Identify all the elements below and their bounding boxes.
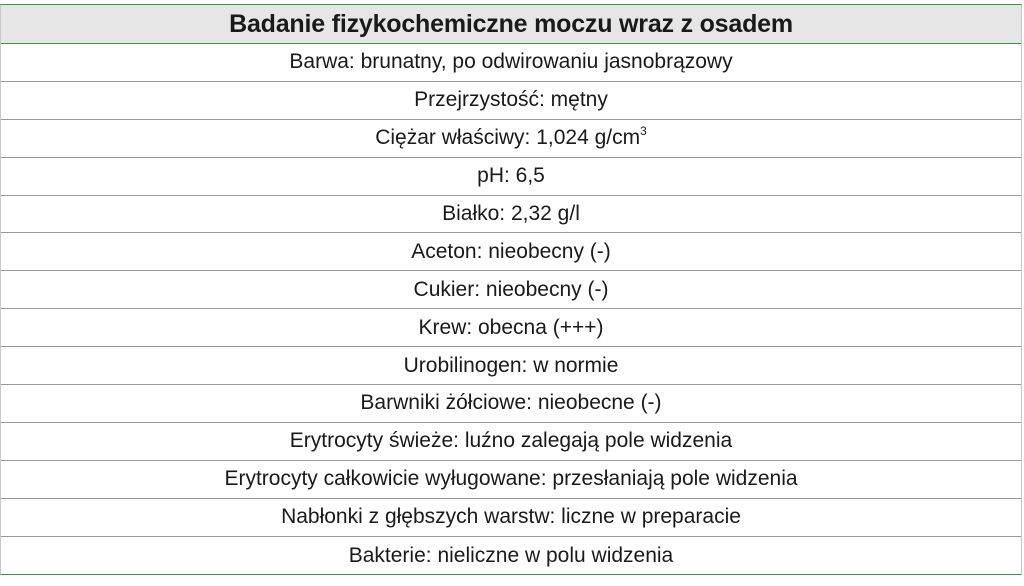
table-row-cukier	[1, 271, 1021, 309]
table-cell: Przejrzystość: mętny	[414, 88, 608, 112]
table-cell: Erytrocyty całkowicie wyługowane: przesłaniają pole widzenia	[224, 467, 798, 491]
table-cell: Krew: obecna (+++)	[418, 315, 604, 339]
table-cell: Barwa: brunatny, po odwirowaniu jasnobrązowy	[289, 50, 733, 74]
table-row-aceton	[1, 233, 1021, 271]
table-row-bakterie	[1, 537, 1021, 575]
table-cell: Bakterie: nieliczne w polu widzenia	[348, 543, 674, 567]
table-cell: Białko: 2,32 g/l	[442, 202, 580, 225]
table-header	[1, 5, 1021, 44]
table-row-przejrzystosc	[1, 82, 1021, 120]
urinalysis-table	[0, 4, 1022, 575]
table-row-barwa	[1, 44, 1021, 82]
table-row-ciezar-wlasciwy	[1, 120, 1021, 158]
table-row-barwniki-zolciowe	[1, 385, 1021, 423]
table-row-nablonki	[1, 499, 1021, 537]
table-cell	[375, 126, 647, 150]
table-cell: Urobilinogen: w normie	[403, 353, 619, 377]
table-cell-text: Ciężar właściwy: 1,024 g/cm	[375, 126, 641, 150]
table-cell: Nabłonki z głębszych warstw: liczne w preparacie	[281, 505, 741, 529]
table-row-krew	[1, 309, 1021, 347]
table-cell: Barwniki żółciowe: nieobecne (-)	[360, 391, 662, 415]
table-cell: Erytrocyty świeże: luźno zalegają pole widzenia	[289, 429, 733, 453]
table-cell: pH: 6,5	[477, 164, 545, 188]
table-row-erytrocyty-wylugowane	[1, 461, 1021, 499]
table-row-erytrocyty-swieze	[1, 423, 1021, 461]
superscript-exponent: 3	[640, 124, 647, 139]
table-row-bialko	[1, 196, 1021, 234]
table-cell: Aceton: nieobecny (-)	[411, 239, 611, 263]
table-row-ph	[1, 158, 1021, 196]
table-cell: Cukier: nieobecny (-)	[413, 277, 609, 301]
table-row-urobilinogen	[1, 347, 1021, 385]
table-title: Badanie fizykochemiczne moczu wraz z osadem	[229, 9, 793, 38]
